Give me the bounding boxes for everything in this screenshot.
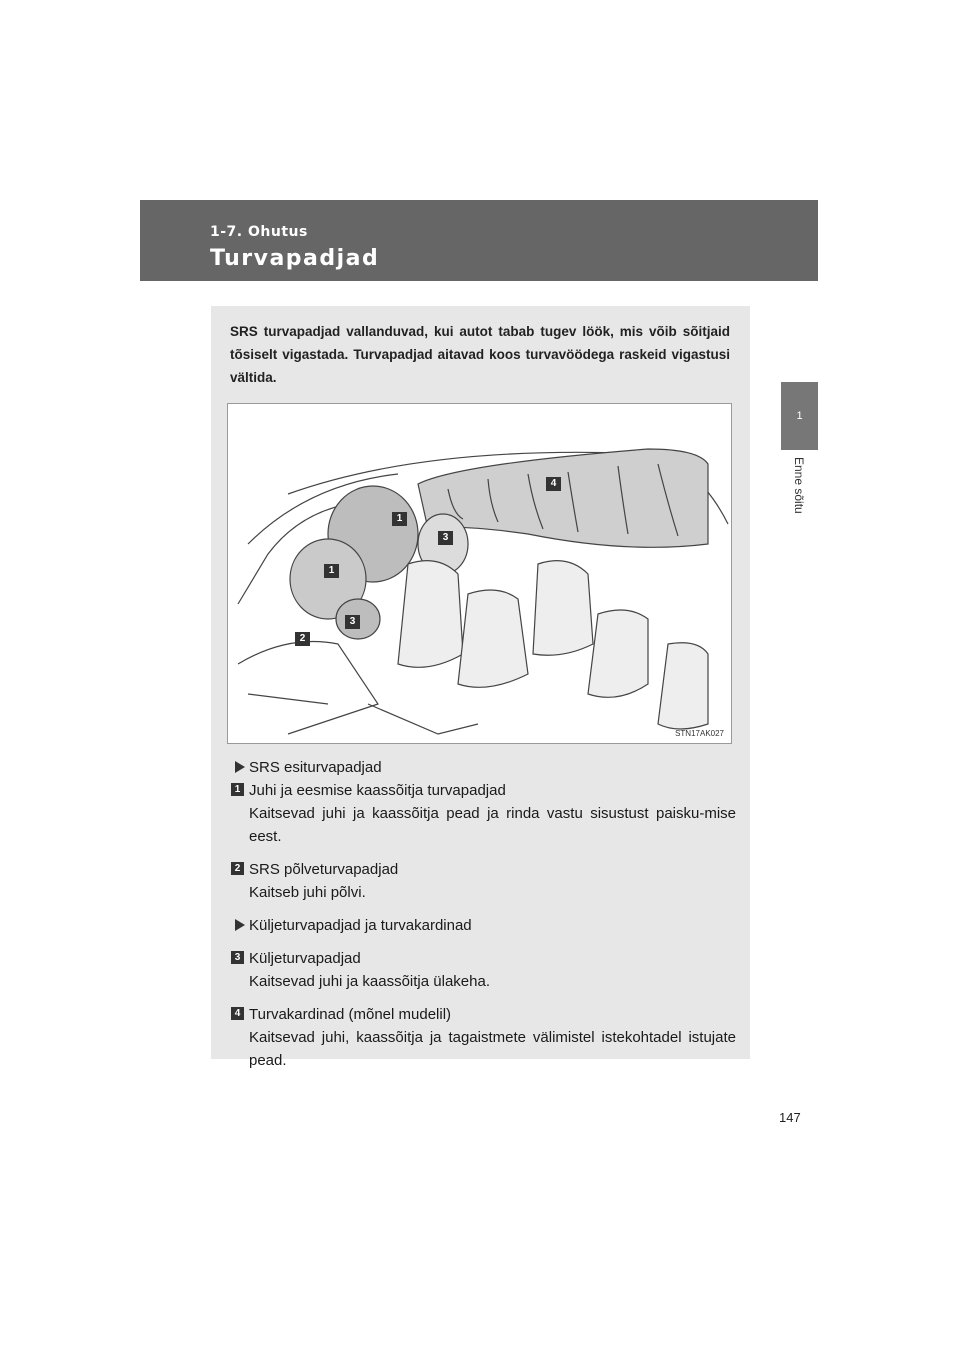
item-description: Kaitseb juhi põlvi. xyxy=(249,884,366,901)
list-item xyxy=(231,779,736,802)
item-title: Küljeturvapadjad xyxy=(249,950,361,967)
page-title: Turvapadjad xyxy=(210,246,380,271)
number-badge: 2 xyxy=(231,862,244,875)
chapter-side-label xyxy=(793,458,807,538)
header-band xyxy=(140,200,818,281)
item-description: Kaitsevad juhi ja kaassõitja ülakeha. xyxy=(249,973,490,990)
group-label: Küljeturvapadjad ja turvakardinad xyxy=(249,917,472,934)
callout-3-upper: 3 xyxy=(438,531,453,545)
callout-1-upper: 1 xyxy=(392,512,407,526)
figure-code: STN17AK027 xyxy=(675,729,724,738)
triangle-bullet-icon xyxy=(235,761,245,773)
chapter-tab: 1 xyxy=(781,382,818,450)
item-description: Kaitsevad juhi ja kaassõitja pead ja rinda vastu sisustust paisku-mise eest. xyxy=(249,805,736,845)
group-label: SRS esiturvapadjad xyxy=(249,759,382,776)
airbag-illustration xyxy=(227,403,732,744)
content-box xyxy=(211,306,750,1069)
item-description: Kaitsevad juhi, kaassõitja ja tagaistmete välimistel istekohtadel istujate pead. xyxy=(249,1029,736,1069)
callout-2: 2 xyxy=(295,632,310,646)
chapter-name: Enne sõitu xyxy=(792,457,806,514)
page-number: 147 xyxy=(779,1110,801,1125)
group-heading-side xyxy=(231,914,736,937)
item-title: Turvakardinad (mõnel mudelil) xyxy=(249,1006,452,1023)
group-heading-front xyxy=(231,756,736,779)
intro-text: SRS turvapadjad vallanduvad, kui autot tabab tugev löök, mis võib sõitjaid tõsiselt vigastada. Turvapadjad aitavad koos turvavöödega raskeid vigastusi vältida. xyxy=(230,324,730,385)
section-label: 1-7. Ohutus xyxy=(210,224,308,240)
triangle-bullet-icon xyxy=(235,919,245,931)
item-title: SRS põlveturvapadjad xyxy=(249,861,399,878)
callout-1-lower: 1 xyxy=(324,564,339,578)
callout-4: 4 xyxy=(546,477,561,491)
number-badge: 4 xyxy=(231,1007,244,1020)
airbag-list xyxy=(231,756,736,1072)
callout-3-lower: 3 xyxy=(345,615,360,629)
list-item xyxy=(231,858,736,881)
number-badge: 3 xyxy=(231,951,244,964)
car-interior-drawing xyxy=(228,404,733,745)
list-item xyxy=(231,947,736,970)
list-item xyxy=(231,1003,736,1026)
number-badge: 1 xyxy=(231,783,244,796)
item-title: Juhi ja eesmise kaassõitja turvapadjad xyxy=(249,782,506,799)
